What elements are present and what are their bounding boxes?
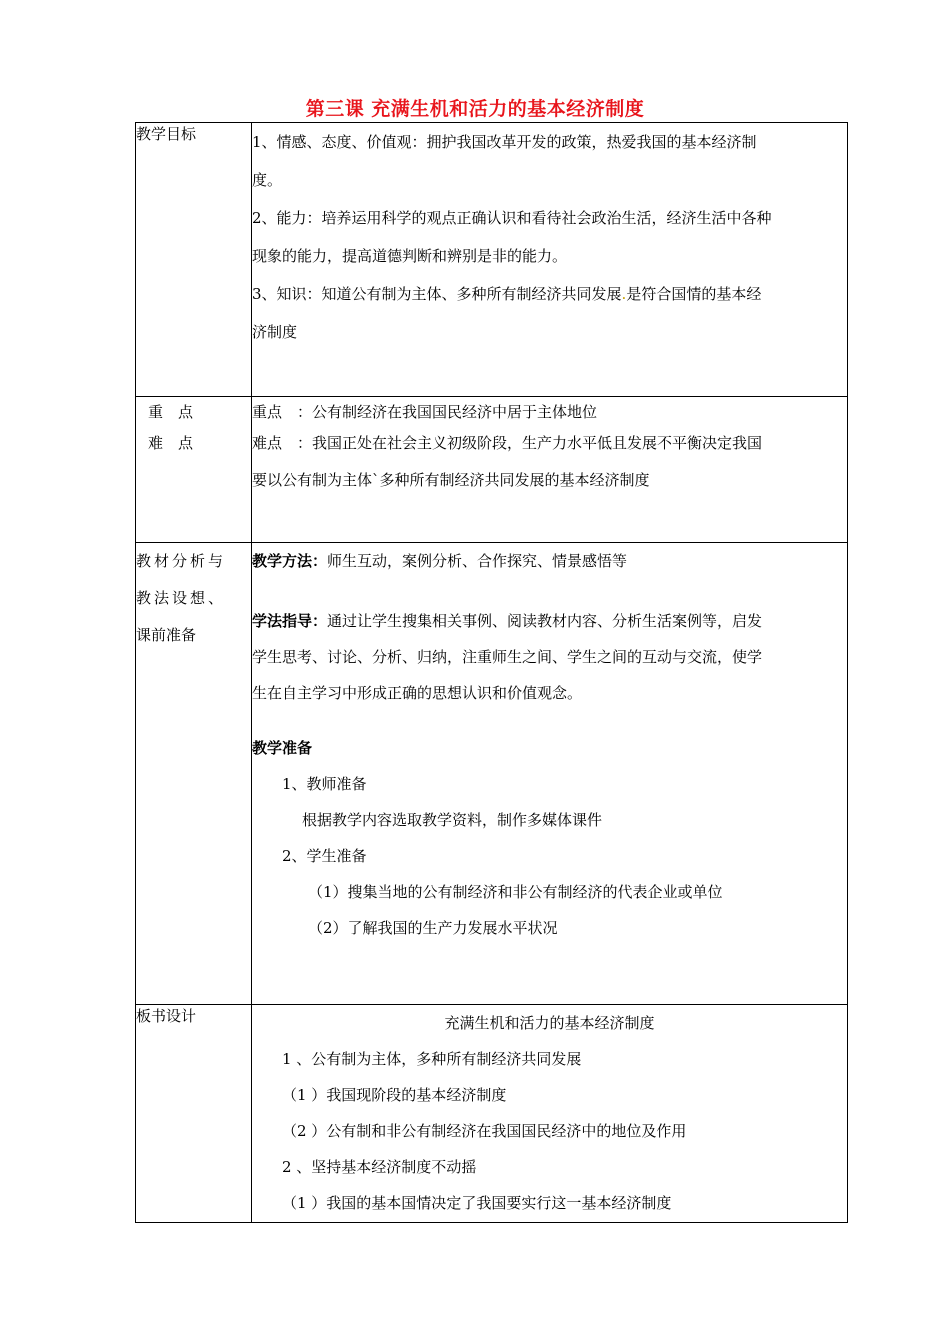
- board-heading: 充满生机和活力的基本经济制度: [444, 1014, 655, 1032]
- objective-line: 3、知识：知道公有制为主体、多种所有制经济共同发展.是符合国情的基本经: [252, 285, 762, 303]
- objectives-content-cell: [252, 123, 848, 397]
- objective-line: 1、情感、态度、价值观：拥护我国改革开发的政策，热爱我国的基本经济制: [252, 133, 757, 151]
- page-title: 第三课 充满生机和活力的基本经济制度: [305, 98, 645, 120]
- board-line: （1 ）我国现阶段的基本经济制度: [282, 1086, 507, 1104]
- difficult-point-label: 难 点: [148, 434, 194, 452]
- analysis-content-cell: [252, 543, 848, 1005]
- key-point-text: 重点 ：公有制经济在我国国民经济中居于主体地位: [252, 403, 598, 421]
- keypoints-content-cell: [252, 397, 848, 543]
- teacher-prep: 1、教师准备: [282, 775, 367, 793]
- board-row: [136, 1005, 848, 1223]
- objective-line: 2、能力：培养运用科学的观点正确认识和看待社会政治生活，经济生活中各种: [252, 209, 772, 227]
- analysis-label-line: 课前准备: [136, 626, 197, 644]
- objective-line: 度。: [252, 171, 283, 189]
- preparation-heading: 教学准备: [252, 739, 313, 757]
- analysis-label-line: 教法设想、: [136, 589, 227, 607]
- study-guide-line: 生在自主学习中形成正确的思想认识和价值观念。: [252, 684, 583, 702]
- difficult-point-text-cont: 要以公有制为主体`多种所有制经济共同发展的基本经济制度: [252, 471, 650, 489]
- stray-dot: .: [621, 285, 627, 303]
- student-prep: 2、学生准备: [282, 847, 367, 865]
- difficult-point-text: 难点 ：我国正处在社会主义初级阶段，生产力水平低且发展不平衡决定我国: [252, 434, 763, 452]
- teaching-method-heading: 教学方法：: [252, 552, 328, 570]
- board-line: （1 ）我国的基本国情决定了我国要实行这一基本经济制度: [282, 1194, 672, 1212]
- board-label-cell: [136, 1005, 252, 1223]
- analysis-row: [136, 543, 848, 1005]
- teaching-method: 教学方法：师生互动，案例分析、合作探究、情景感悟等: [252, 552, 628, 570]
- board-label: 板书设计: [136, 1007, 197, 1025]
- analysis-label-cell: [136, 543, 252, 1005]
- study-guide-heading: 学法指导：: [252, 612, 328, 630]
- analysis-label-line: 教材分析与: [136, 552, 227, 570]
- student-prep-item: （2）了解我国的生产力发展水平状况: [308, 919, 558, 937]
- board-line: 2 、坚持基本经济制度不动摇: [282, 1158, 477, 1176]
- board-line: （2 ）公有制和非公有制经济在我国国民经济中的地位及作用: [282, 1122, 687, 1140]
- keypoints-row: [136, 397, 848, 543]
- board-content-cell: [252, 1005, 848, 1223]
- objectives-label-cell: [136, 123, 252, 397]
- lesson-plan-table: [135, 122, 848, 1223]
- objective-line: 现象的能力，提高道德判断和辨别是非的能力。: [252, 247, 568, 265]
- objective-line: 济制度: [252, 323, 298, 341]
- key-point-label: 重 点: [148, 403, 194, 421]
- objectives-row: [136, 123, 848, 397]
- student-prep-item: （1）搜集当地的公有制经济和非公有制经济的代表企业或单位: [308, 883, 723, 901]
- study-guide-line: 学生思考、讨论、分析、归纳，注重师生之间、学生之间的互动与交流，使学: [252, 648, 763, 666]
- objectives-label: 教学目标: [136, 125, 197, 143]
- board-line: 1 、公有制为主体，多种所有制经济共同发展: [282, 1050, 582, 1068]
- teacher-prep-text: 根据教学内容选取教学资料，制作多媒体课件: [302, 811, 603, 829]
- study-guide: 学法指导：通过让学生搜集相关事例、阅读教材内容、分析生活案例等，启发: [252, 612, 763, 630]
- keypoints-label-cell: [136, 397, 252, 543]
